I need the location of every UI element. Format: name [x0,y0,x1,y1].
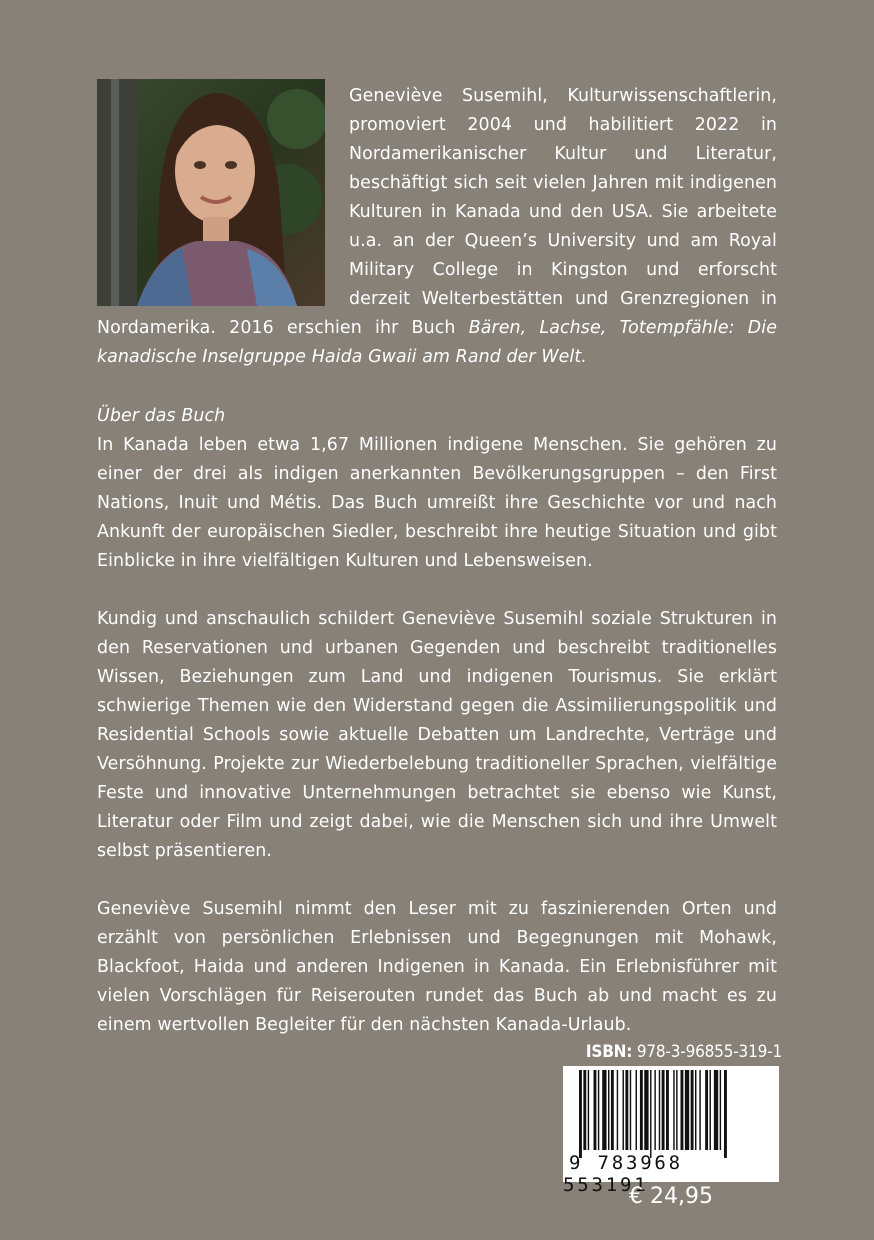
barcode-bar [659,1070,660,1150]
about-the-book [97,402,777,1040]
barcode-digits: 9 783968 553191 [563,1152,683,1196]
about-paragraph-3: Geneviève Susemihl nimmt den Leser mit zu faszinierenden Orten und erzählt von persönlichen Erlebnissen und Begegnungen mit Mohawk, Blackfoot, Haida und anderen Indigenen in Kanada. Ein Erlebnisführer mit vielen Vorschlägen für Reiserouten rundet das Buch ab und macht es zu einem wertvollen Begleiter für den nächsten Kanada-Urlaub. [97,899,777,1035]
barcode-bar [644,1070,648,1150]
isbn-label: ISBN: [585,1042,633,1062]
barcode-bar [583,1070,586,1150]
barcode-bar [611,1070,614,1150]
barcode-bar [617,1070,618,1150]
about-paragraph-2: Kundig und anschaulich schildert Geneviève Susemihl soziale Strukturen in den Reservationen und urbanen Gegenden und beschreibt traditionelles Wissen, Beziehungen zum Land und indigenen Tourismus. Sie erklärt schwierige Themen wie den Widerstand gegen die Assimilierungspolitik und Residential Schools sowie aktuelle Debatten um Landrechte, Verträge und Versöhnung. Projekte zur Wiederbelebung traditioneller Sprachen, vielfältige Feste und innovative Unternehmungen betrachtet sie ebenso wie Kunst, Literatur oder Film und zeigt dabei, wie die Menschen sich und ihre Umwelt selbst präsentieren. [97,609,777,861]
barcode-bar [598,1070,599,1150]
barcode-bar [724,1070,727,1158]
barcode-bar [714,1070,718,1150]
barcode-bar [623,1070,624,1150]
barcode-bar [579,1070,582,1158]
barcode-bar [673,1070,674,1150]
barcode-bar [650,1070,651,1158]
barcode-bar [630,1070,631,1150]
barcode-bar [681,1070,684,1150]
author-bio [97,82,777,372]
about-heading: Über das Buch [97,406,226,426]
barcode-bar [662,1070,665,1150]
barcode-bar [602,1070,606,1150]
barcode [563,1066,779,1196]
isbn [560,1042,782,1062]
barcode-bar [676,1070,677,1150]
bio-text: Geneviève Susemihl, Kulturwissenschaftlerin, promoviert 2004 und habilitiert 2022 in Nordamerikanischer Kultur und Literatur, beschäftigt sich seit vielen Jahren mit indigenen Kulturen in Kanada und den USA. Sie arbeitete u.a. an der Queen’s University und am Royal Military College in Kingston und erforscht derzeit Welterbestätten und Grenzregionen in Nordamerika. 2016 erschien ihr Buch [97,86,777,338]
barcode-bar [636,1070,637,1150]
barcode-bar [594,1070,597,1150]
barcode-bar [654,1070,655,1150]
isbn-value: 978-3-96855-319-1 [636,1042,782,1062]
barcode-bar [710,1070,711,1150]
barcode-bar [588,1070,589,1150]
photo-spacer [97,82,349,314]
barcode-bar [608,1070,609,1150]
barcode-bar [685,1070,689,1150]
barcode-bar [705,1070,708,1150]
about-paragraph-1: In Kanada leben etwa 1,67 Millionen indigene Menschen. Sie gehören zu einer der drei als indigen anerkannten Bevölkerungsgruppen – den First Nations, Inuit und Métis. Das Buch umreißt ihre Geschichte vor und nach Ankunft der europäischen Siedler, beschreibt ihre heutige Situation und gibt Einblicke in ihre vielfältigen Kulturen und Lebensweisen. [97,435,777,571]
barcode-bar [720,1070,721,1150]
barcode-bar [666,1070,669,1150]
barcode-bar [625,1070,628,1150]
barcode-bar [640,1070,643,1150]
barcode-bar [699,1070,700,1150]
barcode-bar [695,1070,696,1150]
price: € 24,95 [629,1184,713,1209]
barcode-bar [691,1070,694,1150]
bio-book-title: Bären, Lachse, Totempfähle: Die kanadische Inselgruppe Haida Gwaii am Rand der Welt. [97,318,777,367]
